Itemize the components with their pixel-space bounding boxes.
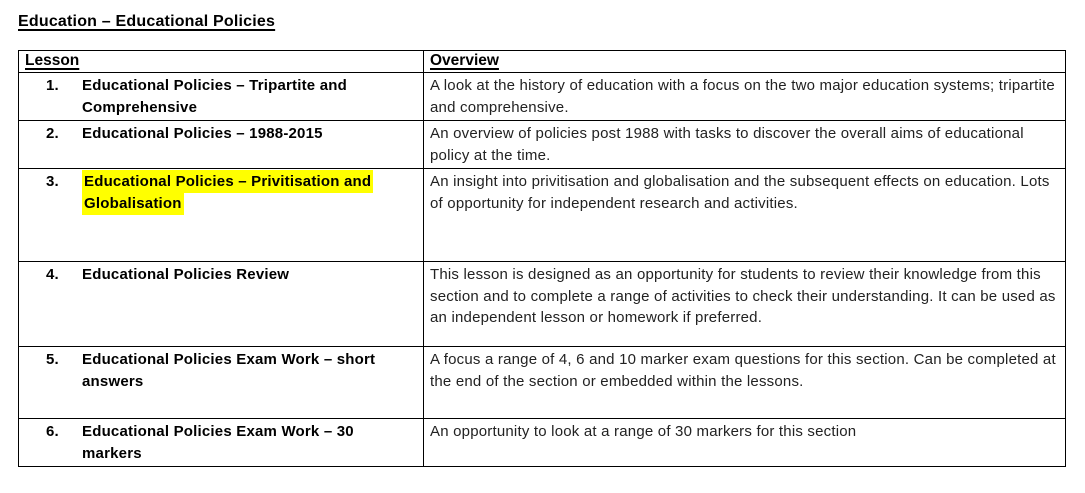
lesson-title: Educational Policies Exam Work – short answers: [82, 351, 376, 390]
overview-column-header: [424, 51, 1066, 73]
overview-text: A focus a range of 4, 6 and 10 marker exam questions for this section. Can be completed at the end of the section or embedded within the lessons.: [430, 351, 1056, 390]
overview-cell: [424, 121, 1066, 169]
table-row: [19, 262, 1066, 347]
lesson-number: 6.: [46, 423, 59, 440]
lesson-table: [18, 50, 1066, 467]
overview-cell: [424, 73, 1066, 121]
lesson-title: Educational Policies Review: [82, 266, 290, 283]
lesson-cell: [19, 262, 424, 347]
lesson-header-label: Lesson: [25, 52, 80, 69]
lesson-title: Educational Policies – Tripartite and Comprehensive: [82, 77, 347, 116]
lesson-number: 5.: [46, 351, 59, 368]
lesson-column-header: [19, 51, 424, 73]
table-row: [19, 73, 1066, 121]
table-row: [19, 347, 1066, 419]
lesson-cell: [19, 347, 424, 419]
overview-cell: [424, 419, 1066, 467]
lesson-cell: [19, 169, 424, 262]
overview-cell: [424, 169, 1066, 262]
lesson-number: 3.: [46, 173, 59, 190]
lesson-cell: [19, 419, 424, 467]
table-row: [19, 419, 1066, 467]
overview-text: An overview of policies post 1988 with tasks to discover the overall aims of educational policy at the time.: [430, 125, 1024, 164]
table-row: [19, 121, 1066, 169]
lesson-title: Educational Policies – 1988-2015: [82, 125, 323, 142]
lesson-cell: [19, 73, 424, 121]
lesson-title-highlighted: Educational Policies – Privitisation and Globalisation: [82, 170, 373, 215]
page-title: Education – Educational Policies: [18, 13, 276, 30]
table-row: [19, 169, 1066, 262]
lesson-number: 4.: [46, 266, 59, 283]
lesson-number: 1.: [46, 77, 59, 94]
lesson-title: Educational Policies Exam Work – 30 markers: [82, 423, 354, 462]
overview-text: An opportunity to look at a range of 30 markers for this section: [430, 423, 857, 440]
overview-text: An insight into privitisation and globalisation and the subsequent effects on education. Lots of opportunity for independent research and activities.: [430, 173, 1050, 212]
overview-cell: [424, 347, 1066, 419]
lesson-number: 2.: [46, 125, 59, 142]
lesson-cell: [19, 121, 424, 169]
overview-text: This lesson is designed as an opportunity for students to review their knowledge from this section and to complete a range of activities to check their understanding. It can be used as an independent lesson or homework if preferred.: [430, 266, 1056, 326]
overview-cell: [424, 262, 1066, 347]
overview-text: A look at the history of education with a focus on the two major education systems; tripartite and comprehensive.: [430, 77, 1055, 116]
overview-header-label: Overview: [430, 52, 499, 69]
table-header-row: [19, 51, 1066, 73]
